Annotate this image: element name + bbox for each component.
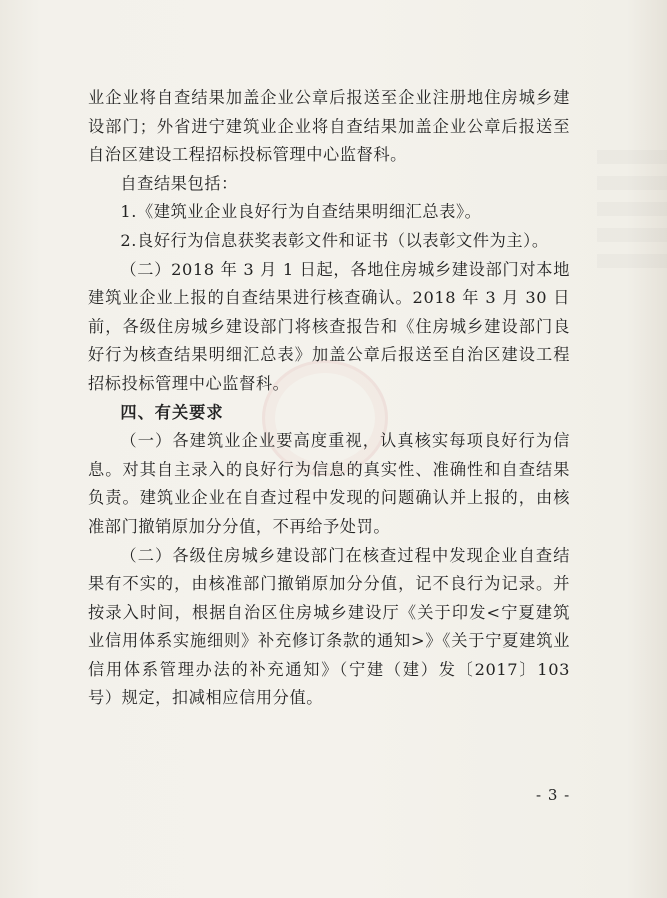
paragraph-section-3-2: （二）2018 年 3 月 1 日起，各地住房城乡建设部门对本地建筑业企业上报的自查结果进行核查确认。2018 年 3 月 30 日前，各级住房城乡建设部门将核查报告和《住房城乡建设部门良好行为核查结果明细汇总表》加盖公章后报送至自治区建设工程招标投标管理中心监督科。 [88, 259, 570, 393]
paragraph-results-item-1: 1.《建筑业企业良好行为自查结果明细汇总表》。 [120, 202, 482, 222]
paragraph-continuation: 业企业将自查结果加盖企业公章后报送至企业注册地住房城乡建设部门；外省进宁建筑业企业将自查结果加盖企业公章后报送至自治区建设工程招标投标管理中心监督科。 [88, 88, 570, 165]
paragraph-requirement-1: （一）各建筑业企业要高度重视，认真核实每项良好行为信息。对其自主录入的良好行为信息的真实性、准确性和自查结果负责。建筑业企业在自查过程中发现的问题确认并上报的，由核准部门撤销原加分分值，不再给予处罚。 [88, 431, 570, 536]
paragraph-results-intro: 自查结果包括： [120, 173, 238, 193]
bleed-through-text [597, 150, 667, 270]
document-body [88, 84, 570, 713]
paragraph-results-item-2: 2.良好行为信息获奖表彰文件和证书（以表彰文件为主）。 [120, 230, 549, 250]
section-heading-requirements: 四、有关要求 [120, 402, 224, 422]
paragraph-requirement-2: （二）各级住房城乡建设部门在核查过程中发现企业自查结果有不实的，由核准部门撤销原加分分值，记不良行为记录。并按录入时间，根据自治区住房城乡建设厅《关于印发<宁夏建筑业信用体系实施细则》补充修订条款的通知>》《关于宁夏建筑业信用体系管理办法的补充通知》（宁建（建）发〔2017〕103 号）规定，扣减相应信用分值。 [88, 545, 570, 708]
page-number: - 3 - [536, 786, 571, 804]
